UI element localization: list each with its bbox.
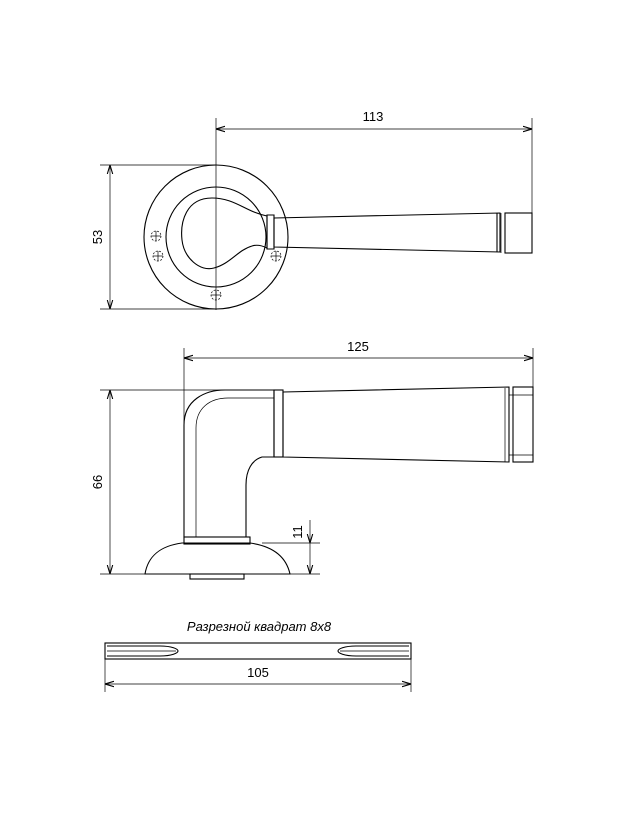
screw-hole-2 — [153, 251, 163, 261]
lever-body — [274, 213, 500, 252]
dimension-66: 66 — [90, 474, 105, 490]
side-rose — [145, 543, 290, 574]
screw-hole-1 — [151, 231, 161, 241]
side-lever — [283, 387, 509, 462]
dimension-53: 53 — [90, 229, 105, 245]
handle-collar — [267, 215, 274, 249]
lever-end-cap — [505, 213, 532, 253]
spindle-caption: Разрезной квадрат 8х8 — [186, 619, 332, 634]
screw-hole-3 — [271, 251, 281, 261]
handle-inner-curve — [196, 398, 274, 537]
dimension-113: 113 — [362, 109, 384, 124]
spindle-stub — [190, 574, 244, 579]
handle-neck — [182, 198, 267, 269]
side-view — [90, 339, 533, 579]
dimension-11: 11 — [290, 525, 305, 539]
side-end-cap — [513, 387, 533, 462]
dimension-105: 105 — [247, 665, 269, 680]
dimension-125: 125 — [347, 339, 369, 354]
spindle-view — [105, 619, 411, 692]
side-collar — [274, 390, 283, 457]
side-handle — [184, 390, 274, 537]
top-view — [90, 109, 532, 310]
